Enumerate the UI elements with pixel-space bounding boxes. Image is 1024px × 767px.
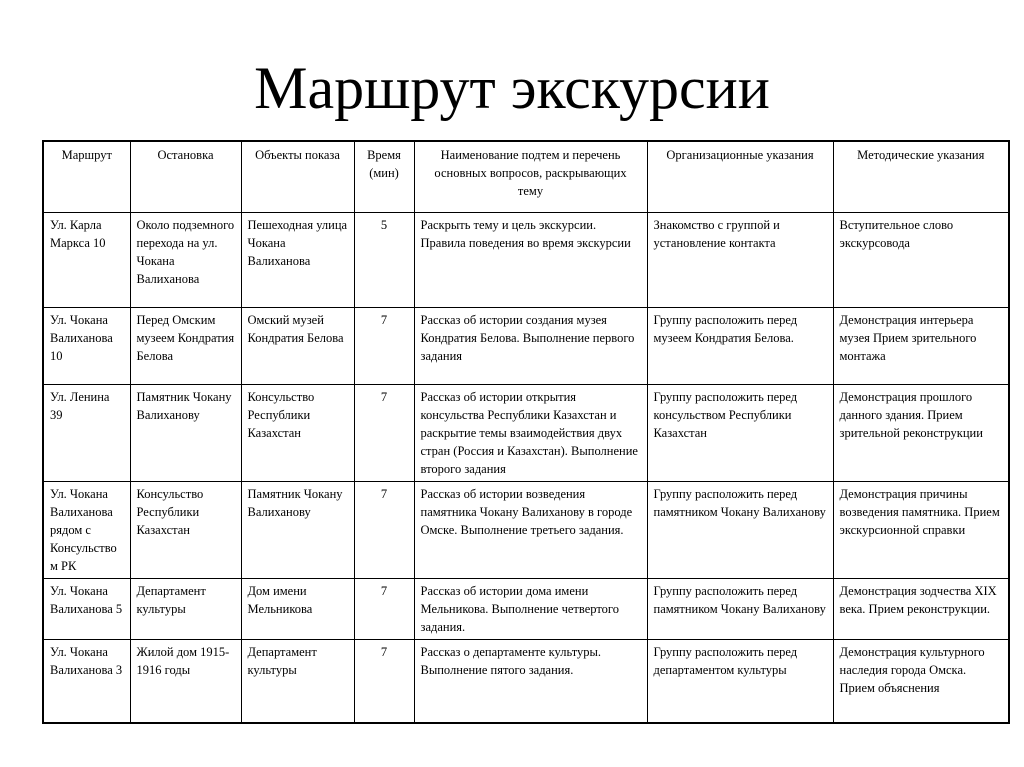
- cell-subtopics: Рассказ о департаменте культуры. Выполнение пятого задания.: [414, 640, 647, 724]
- header-route: Маршрут: [43, 141, 130, 213]
- table-row: [43, 213, 1009, 308]
- cell-org: Знакомство с группой и установление контакта: [647, 213, 833, 308]
- cell-org: Группу расположить перед департаментом культуры: [647, 640, 833, 724]
- cell-subtopics: Рассказ об истории возведения памятника Чокану Валиханову в городе Омске. Выполнение третьего задания.: [414, 482, 647, 579]
- cell-route: Ул. Чокана Валиханова рядом с Консульство м РК: [43, 482, 130, 579]
- table-row: [43, 640, 1009, 724]
- cell-org: Группу расположить перед музеем Кондратия Белова.: [647, 308, 833, 385]
- page-title: Маршрут экскурсии: [254, 55, 770, 121]
- cell-method: Демонстрация интерьера музея Прием зрительного монтажа: [833, 308, 1009, 385]
- cell-time: 7: [354, 579, 414, 640]
- table-row: [43, 482, 1009, 579]
- table-row: [43, 385, 1009, 482]
- cell-stop: Перед Омским музеем Кондратия Белова: [130, 308, 241, 385]
- cell-method: Демонстрация зодчества XIX века. Прием реконструкции.: [833, 579, 1009, 640]
- cell-objects: Памятник Чокану Валиханову: [241, 482, 354, 579]
- header-org-instructions: Организационные указания: [647, 141, 833, 213]
- cell-method: Вступительное слово экскурсовода: [833, 213, 1009, 308]
- cell-time: 7: [354, 385, 414, 482]
- table-header-row: [43, 141, 1009, 213]
- cell-stop: Жилой дом 1915-1916 годы: [130, 640, 241, 724]
- cell-stop: Около подземного перехода на ул. Чокана Валиханова: [130, 213, 241, 308]
- cell-time: 7: [354, 640, 414, 724]
- cell-subtopics: Рассказ об истории открытия консульства Республики Казахстан и раскрытие темы взаимодействия двух стран (Россия и Казахстан). Выполнение второго задания: [414, 385, 647, 482]
- cell-time: 7: [354, 308, 414, 385]
- cell-stop: Консульство Республики Казахстан: [130, 482, 241, 579]
- excursion-route-table: [42, 140, 1010, 724]
- header-stop: Остановка: [130, 141, 241, 213]
- cell-time: 5: [354, 213, 414, 308]
- cell-subtopics: Рассказ об истории дома имени Мельникова. Выполнение четвертого задания.: [414, 579, 647, 640]
- cell-stop: Департамент культуры: [130, 579, 241, 640]
- cell-method: Демонстрация причины возведения памятника. Прием экскурсионной справки: [833, 482, 1009, 579]
- cell-stop: Памятник Чокану Валиханову: [130, 385, 241, 482]
- cell-method: Демонстрация культурного наследия города Омска. Прием объяснения: [833, 640, 1009, 724]
- header-subtopics: Наименование подтем и перечень основных вопросов, раскрывающих тему: [414, 141, 647, 213]
- cell-objects: Департамент культуры: [241, 640, 354, 724]
- cell-time: 7: [354, 482, 414, 579]
- cell-org: Группу расположить перед памятником Чокану Валиханову: [647, 579, 833, 640]
- table-row: [43, 308, 1009, 385]
- cell-objects: Консульство Республики Казахстан: [241, 385, 354, 482]
- header-objects: Объекты показа: [241, 141, 354, 213]
- cell-route: Ул. Карла Маркса 10: [43, 213, 130, 308]
- cell-route: Ул. Чокана Валиханова 5: [43, 579, 130, 640]
- header-method-instructions: Методические указания: [833, 141, 1009, 213]
- cell-route: Ул. Чокана Валиханова 10: [43, 308, 130, 385]
- header-time: Время (мин): [354, 141, 414, 213]
- table-row: [43, 579, 1009, 640]
- cell-subtopics: Раскрыть тему и цель экскурсии. Правила поведения во время экскурсии: [414, 213, 647, 308]
- cell-objects: Омский музей Кондратия Белова: [241, 308, 354, 385]
- cell-objects: Пешеходная улица Чокана Валиханова: [241, 213, 354, 308]
- cell-objects: Дом имени Мельникова: [241, 579, 354, 640]
- cell-org: Группу расположить перед консульством Республики Казахстан: [647, 385, 833, 482]
- cell-route: Ул. Ленина 39: [43, 385, 130, 482]
- cell-org: Группу расположить перед памятником Чокану Валиханову: [647, 482, 833, 579]
- cell-method: Демонстрация прошлого данного здания. Прием зрительной реконструкции: [833, 385, 1009, 482]
- cell-route: Ул. Чокана Валиханова 3: [43, 640, 130, 724]
- cell-subtopics: Рассказ об истории создания музея Кондратия Белова. Выполнение первого задания: [414, 308, 647, 385]
